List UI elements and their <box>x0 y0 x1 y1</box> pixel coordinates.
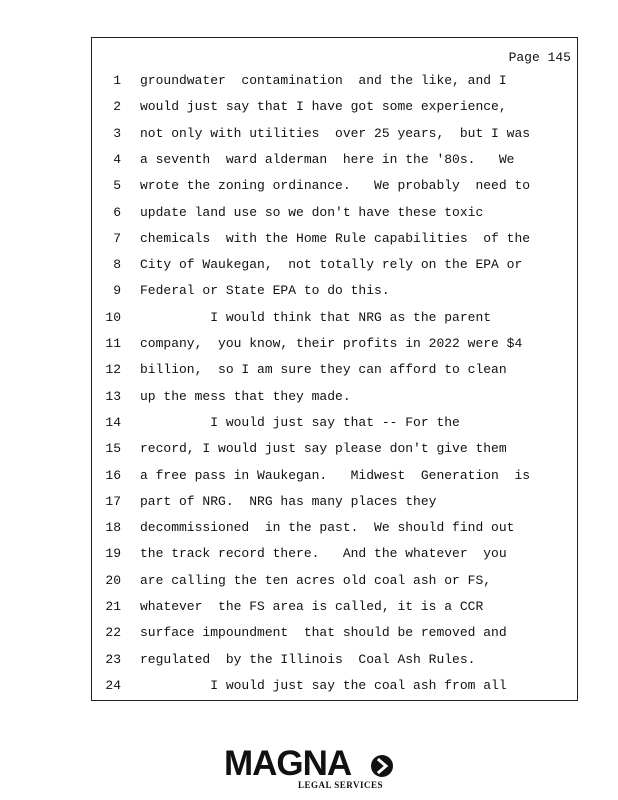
line-text: regulated by the Illinois Coal Ash Rules. <box>140 651 476 667</box>
line-number: 7 <box>113 230 121 246</box>
logo-subtitle: LEGAL SERVICES <box>298 780 383 790</box>
line-text: surface impoundment that should be removed and <box>140 625 507 641</box>
line-text: chemicals with the Home Rule capabilities of the <box>140 230 531 246</box>
line-number: 9 <box>113 283 121 299</box>
line-number: 16 <box>105 467 121 483</box>
line-text: part of NRG. NRG has many places they <box>140 493 437 509</box>
page-number: Page 145 <box>508 50 571 65</box>
line-number: 11 <box>105 336 121 351</box>
line-text: the track record there. And the whatever you <box>140 546 507 562</box>
line-number: 21 <box>105 599 121 614</box>
line-text: update land use so we don't have these toxic <box>140 204 484 220</box>
line-number: 10 <box>105 309 121 325</box>
line-number: 3 <box>113 125 121 141</box>
line-text: billion, so I am sure they can afford to clean <box>140 362 507 378</box>
line-text: wrote the zoning ordinance. We probably need to <box>140 178 531 194</box>
line-text: Federal or State EPA to do this. <box>140 283 390 299</box>
line-text: City of Waukegan, not totally rely on the EPA or <box>140 257 523 273</box>
line-text: I would just say that -- For the <box>140 414 460 430</box>
line-number: 6 <box>113 204 121 220</box>
circle-arrow-icon <box>371 755 393 777</box>
line-text: a free pass in Waukegan. Midwest Generation is <box>140 467 531 483</box>
line-text: decommissioned in the past. We should find out <box>140 520 515 536</box>
line-number: 4 <box>113 151 121 167</box>
line-number: 15 <box>105 441 121 457</box>
line-text: not only with utilities over 25 years, but I was <box>140 125 531 141</box>
line-text: I would think that NRG as the parent <box>140 309 492 325</box>
line-text: I would just say the coal ash from all <box>140 677 507 693</box>
line-text: up the mess that they made. <box>140 388 351 404</box>
magna-logo <box>224 746 396 792</box>
line-number: 23 <box>105 651 121 667</box>
line-number: 18 <box>105 520 121 536</box>
line-number: 17 <box>105 493 121 509</box>
line-text: would just say that I have got some experience, <box>140 99 507 115</box>
line-number: 22 <box>105 625 121 641</box>
line-text: whatever the FS area is called, it is a CCR <box>140 599 484 614</box>
logo-wordmark: MAGNA <box>224 744 352 783</box>
line-text: company, you know, their profits in 2022 were $4 <box>140 336 523 351</box>
line-number: 2 <box>113 99 121 115</box>
line-number: 1 <box>113 73 121 88</box>
line-text: groundwater contamination and the like, and I <box>140 73 507 88</box>
line-number: 5 <box>113 178 121 194</box>
line-text: record, I would just say please don't give them <box>140 441 507 457</box>
line-text: a seventh ward alderman here in the '80s. We <box>140 151 515 167</box>
line-number: 12 <box>105 362 121 378</box>
line-number: 20 <box>105 572 121 588</box>
transcript-page <box>91 37 578 701</box>
line-number: 8 <box>113 257 121 273</box>
line-number: 24 <box>105 677 121 693</box>
line-number: 13 <box>105 388 121 404</box>
line-text: are calling the ten acres old coal ash or FS, <box>140 572 492 588</box>
line-number: 19 <box>105 546 121 562</box>
line-number: 14 <box>105 414 121 430</box>
